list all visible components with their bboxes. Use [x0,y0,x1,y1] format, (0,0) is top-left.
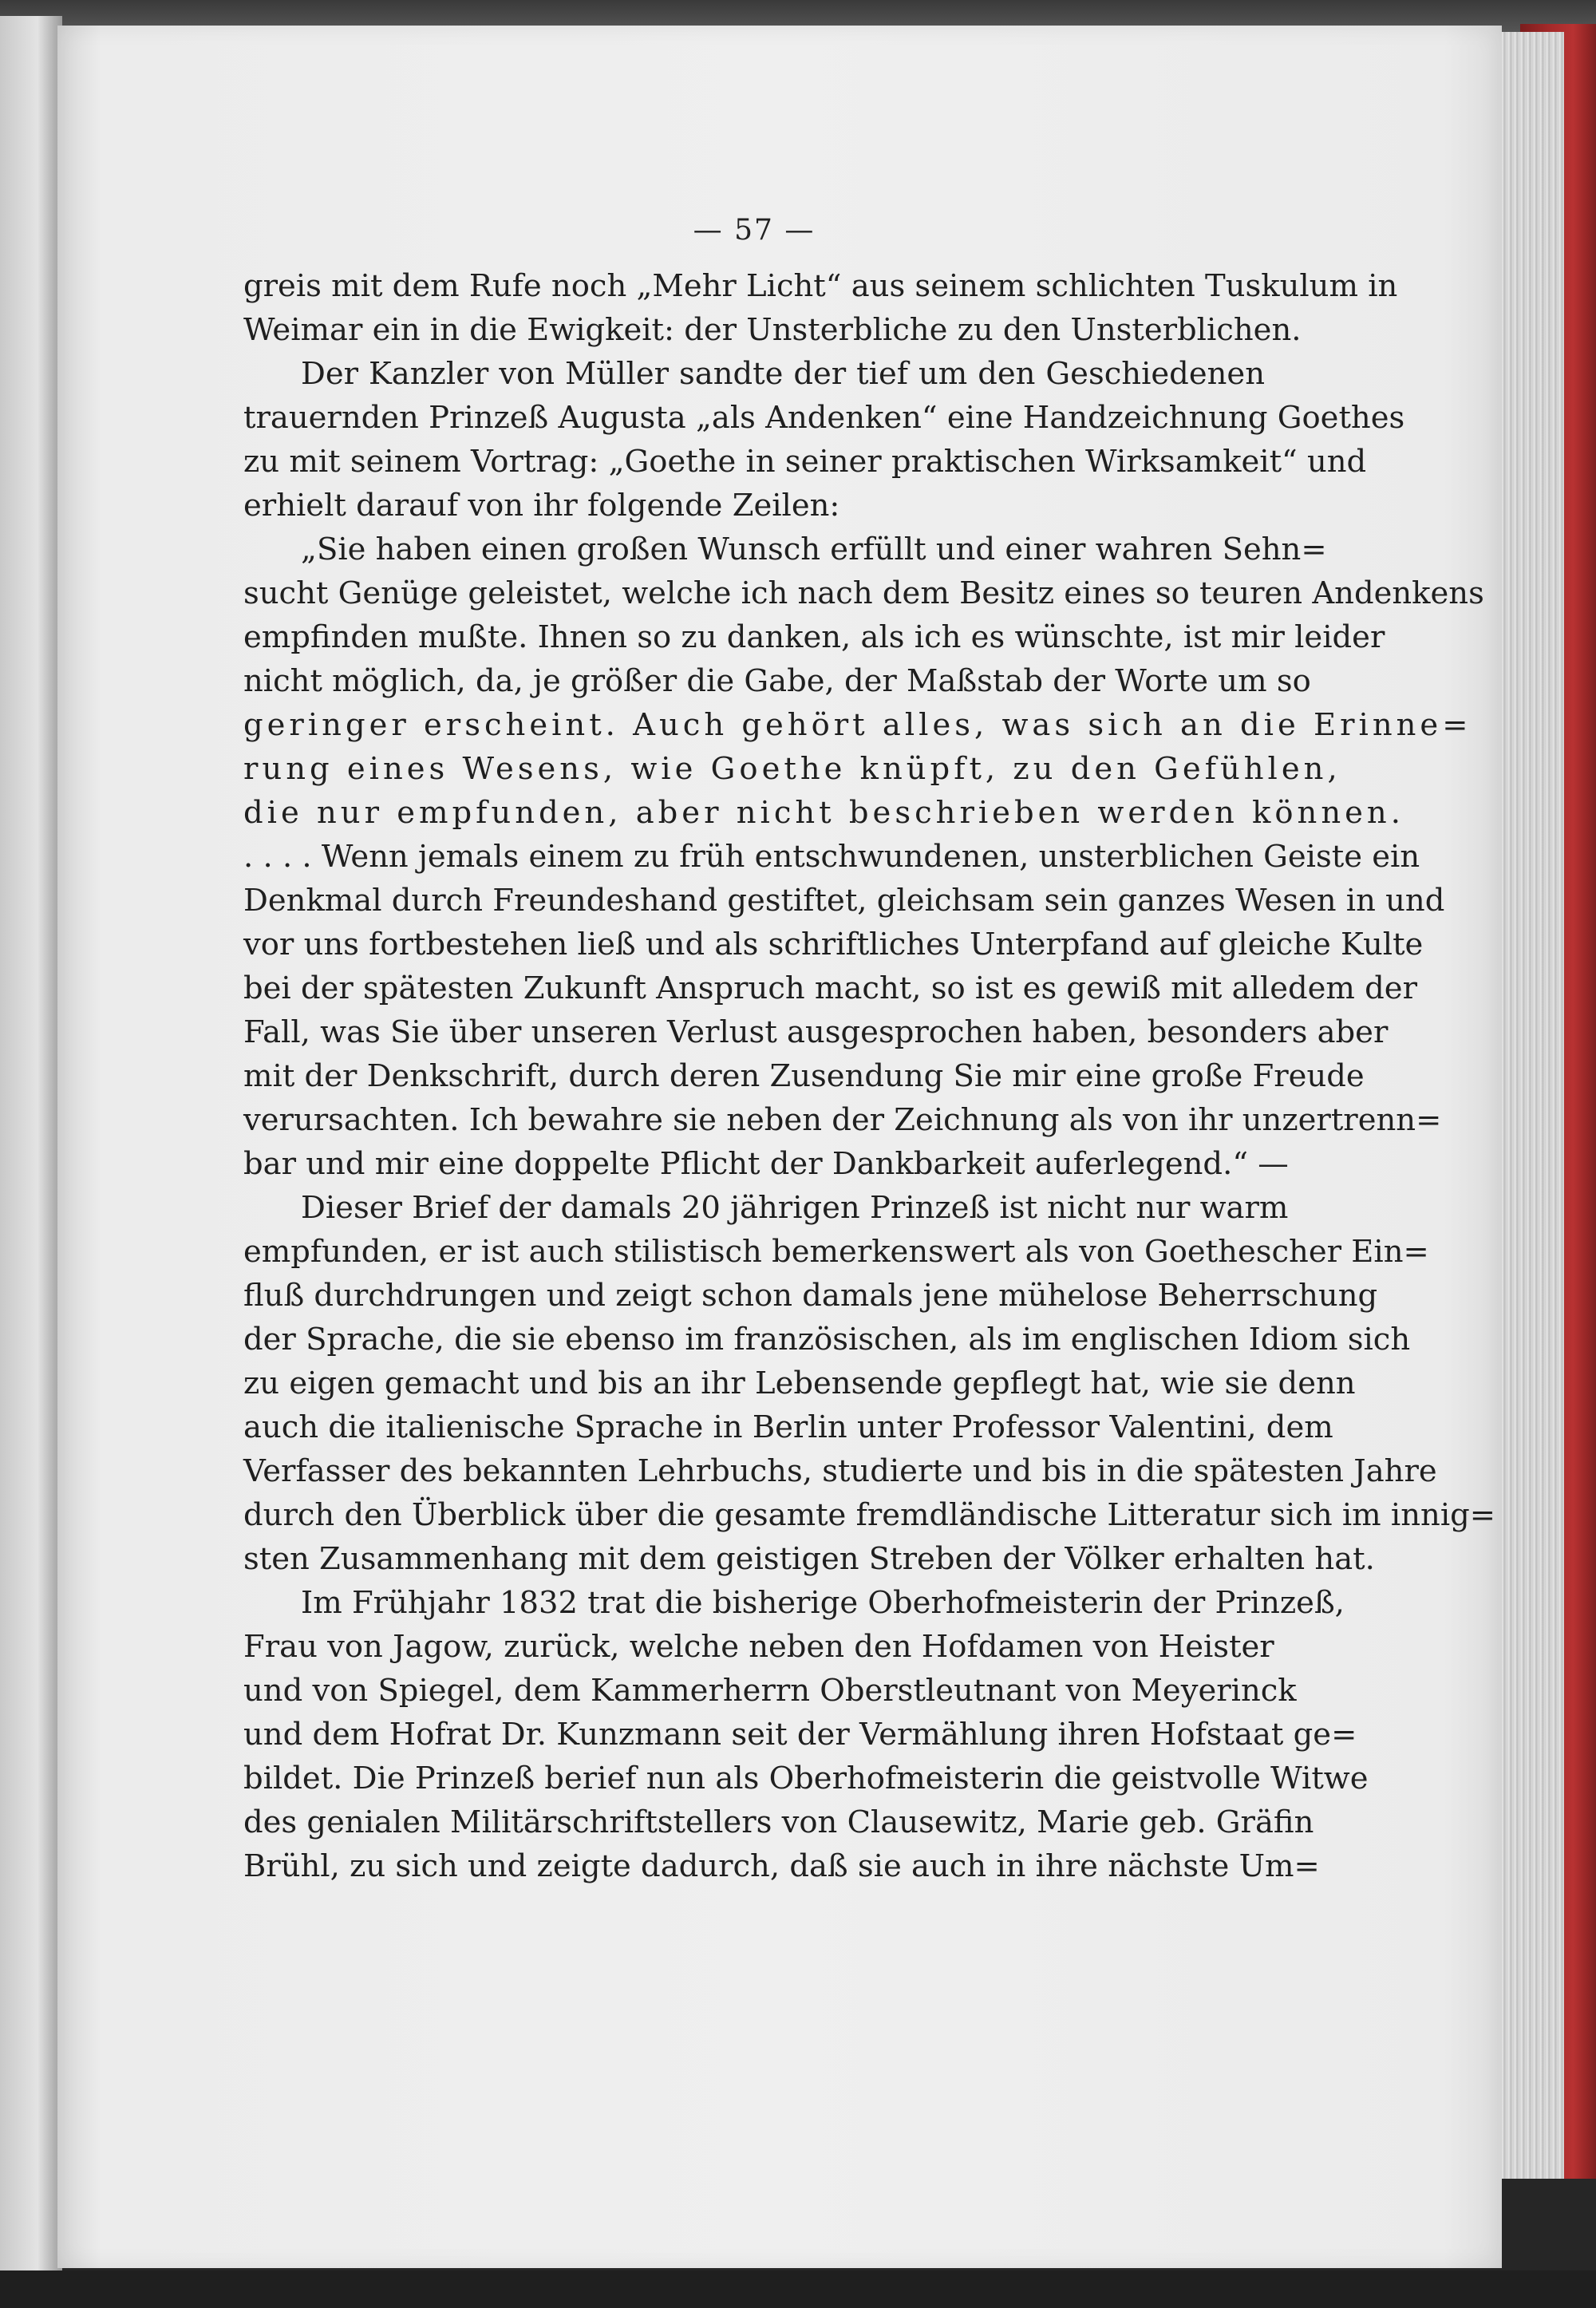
text-line: der Sprache, die sie ebenso im französischen, als im englischen Idiom sich [243,1322,1411,1358]
body-text [243,264,1496,1888]
text-line: empfunden, er ist auch stilistisch bemerkenswert als von Goethescher Ein= [243,1234,1429,1270]
text-line: sucht Genüge geleistet, welche ich nach dem Besitz eines so teuren Andenkens [243,575,1484,611]
text-line: bar und mir eine doppelte Pflicht der Dankbarkeit auferlegend.“ — [243,1146,1289,1182]
page-text-block [243,214,1496,1888]
text-line: vor uns fortbestehen ließ und als schriftliches Unterpfand auf gleiche Kulte [243,927,1424,962]
text-line: trauernden Prinzeß Augusta „als Andenken“ eine Handzeichnung Goethes [243,400,1405,436]
page-stack-edge [1500,32,1564,2179]
text-line: Frau von Jagow, zurück, welche neben den Hofdamen von Heister [243,1629,1274,1665]
page-number: — 57 — [693,214,816,247]
text-line: Dieser Brief der damals 20 jährigen Prinzeß ist nicht nur warm [301,1190,1289,1226]
text-line: empfinden mußte. Ihnen so zu danken, als ich es wünschte, ist mir leider [243,619,1385,655]
text-line: auch die italienische Sprache in Berlin unter Professor Valentini, dem [243,1409,1333,1445]
text-line: „Sie haben einen großen Wunsch erfüllt und einer wahren Sehn= [301,532,1327,567]
text-line: verursachten. Ich bewahre sie neben der Zeichnung als von ihr unzertrenn= [243,1102,1442,1138]
text-line: . . . . Wenn jemals einem zu früh entschwundenen, unsterblichen Geiste ein [243,839,1420,875]
text-line: zu eigen gemacht und bis an ihr Lebensende gepflegt hat, wie sie denn [243,1365,1356,1401]
text-line: Brühl, zu sich und zeigte dadurch, daß sie auch in ihre nächste Um= [243,1848,1320,1884]
text-line: Im Frühjahr 1832 trat die bisherige Oberhofmeisterin der Prinzeß, [301,1585,1345,1621]
text-line: greis mit dem Rufe noch „Mehr Licht“ aus seinem schlichten Tuskulum in [243,268,1398,304]
text-line: rung eines Wesens, wie Goethe knüpft, zu den Gefühlen, [243,751,1341,787]
text-line: Der Kanzler von Müller sandte der tief um den Geschiedenen [301,356,1265,392]
text-line: durch den Überblick über die gesamte fremdländische Litteratur sich im innig= [243,1497,1496,1533]
scan-background-bottom [0,2270,1596,2308]
text-line: Weimar ein in die Ewigkeit: der Unsterbliche zu den Unsterblichen. [243,312,1302,348]
text-line: fluß durchdrungen und zeigt schon damals jene mühelose Beherrschung [243,1278,1378,1314]
text-line: bildet. Die Prinzeß berief nun als Oberhofmeisterin die geistvolle Witwe [243,1761,1369,1796]
text-line: geringer erscheint. Auch gehört alles, was sich an die Erinne= [243,707,1472,743]
text-line: zu mit seinem Vortrag: „Goethe in seiner praktischen Wirksamkeit“ und [243,444,1367,480]
text-line: Denkmal durch Freundeshand gestiftet, gleichsam sein ganzes Wesen in und [243,883,1445,919]
text-line: nicht möglich, da, je größer die Gabe, der Maßstab der Worte um so [243,663,1311,699]
text-line: die nur empfunden, aber nicht beschrieben werden können. [243,795,1404,831]
text-line: bei der spätesten Zukunft Anspruch macht, so ist es gewiß mit alledem der [243,970,1417,1006]
text-line: erhielt darauf von ihr folgende Zeilen: [243,488,840,524]
facing-page-edge [0,16,62,2274]
text-line: des genialen Militärschriftstellers von Clausewitz, Marie geb. Gräfin [243,1804,1314,1840]
text-line: Verfasser des bekannten Lehrbuchs, studierte und bis in die spätesten Jahre [243,1453,1437,1489]
text-line: und dem Hofrat Dr. Kunzmann seit der Vermählung ihren Hofstaat ge= [243,1717,1357,1753]
text-line: und von Spiegel, dem Kammerherrn Oberstleutnant von Meyerinck [243,1673,1297,1709]
text-line: sten Zusammenhang mit dem geistigen Streben der Völker erhalten hat. [243,1541,1375,1577]
text-line: Fall, was Sie über unseren Verlust ausgesprochen haben, besonders aber [243,1014,1389,1050]
text-line: mit der Denkschrift, durch deren Zusendung Sie mir eine große Freude [243,1058,1365,1094]
